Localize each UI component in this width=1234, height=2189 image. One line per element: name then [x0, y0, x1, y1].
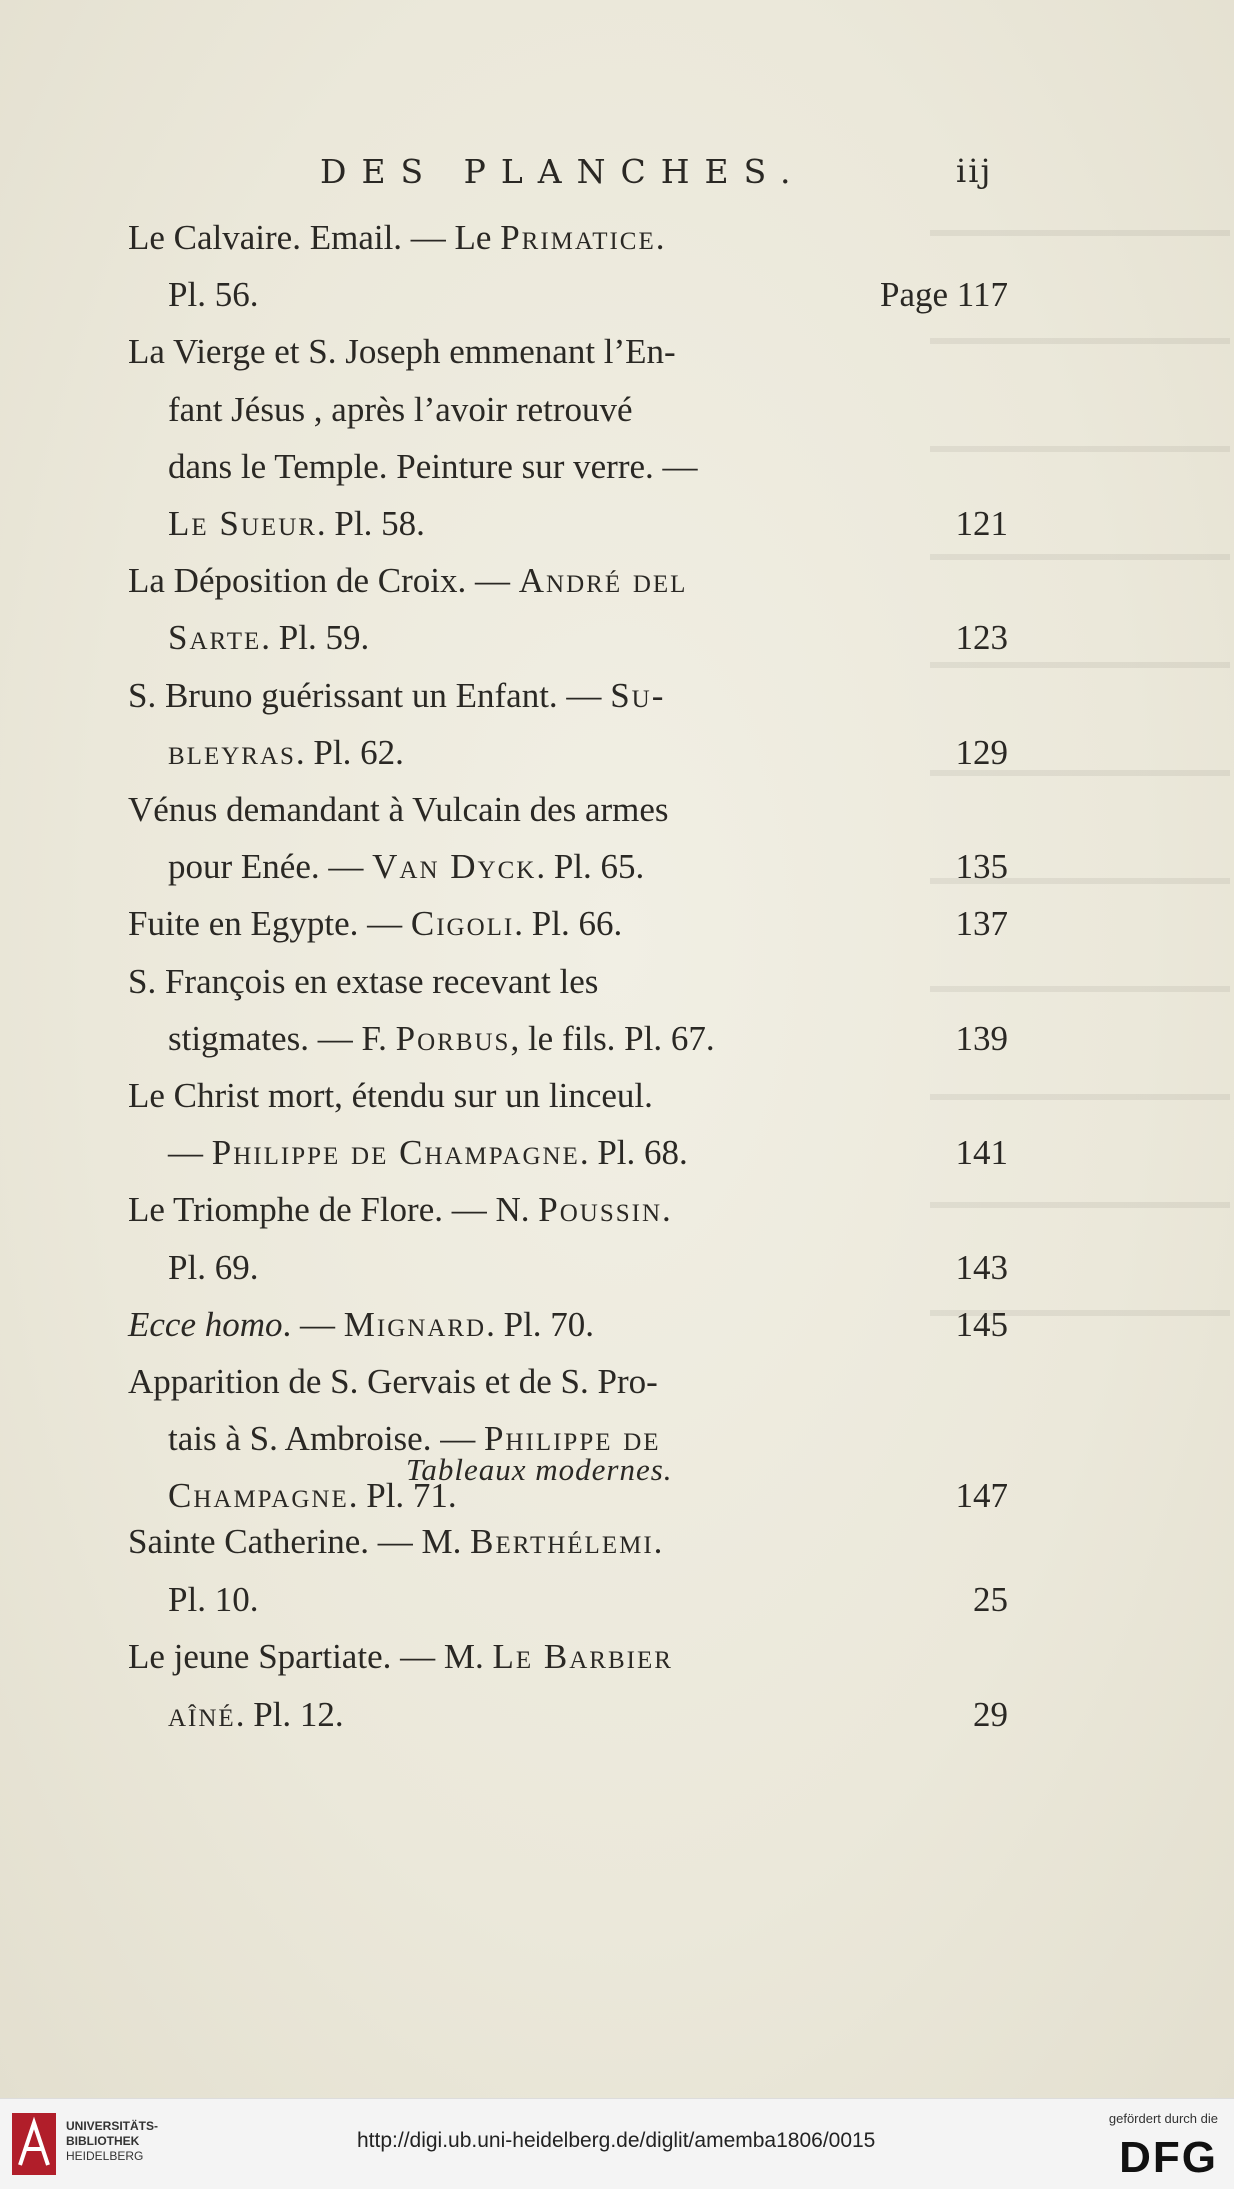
running-header: DES PLANCHES.: [320, 152, 806, 191]
entry-title-line: [128, 1070, 653, 1122]
entry-text: , le fils. Pl. 67.: [510, 1018, 715, 1058]
university-library-logo-icon: [12, 2113, 56, 2175]
entry-text: . Pl. 71.: [348, 1476, 457, 1516]
permalink-url[interactable]: http://digi.ub.uni-heidelberg.de/diglit/amemba1806/0015: [357, 2129, 876, 2152]
page-number: 137: [955, 904, 1008, 944]
artist-name: Philippe de: [483, 1419, 661, 1459]
library-name: UNIVERSITÄTS- BIBLIOTHEK HEIDELBERG: [66, 2119, 159, 2163]
entry-text: . Pl. 58.: [316, 504, 425, 543]
entry-text: . Pl. 66.: [514, 904, 623, 944]
entry-text: Le Calvaire. Email. — Le: [128, 218, 501, 257]
entry-continuation-line: [168, 1013, 715, 1065]
dfg-logo: DFG: [1119, 2133, 1218, 2182]
entry-text: S. François en extase recevant les: [128, 961, 599, 1001]
entry-continuation-line: [168, 1242, 258, 1294]
entry-text: Le Triomphe de Flore. — N.: [128, 1190, 539, 1230]
entry-text: Pl. 69.: [168, 1247, 259, 1287]
page-number: 139: [955, 1018, 1008, 1058]
entry-continuation-line: [168, 1127, 688, 1179]
entry-continuation-line: [168, 269, 258, 321]
entry-continuation-line: [168, 1413, 661, 1465]
entry-text: —: [168, 1133, 212, 1173]
artist-name: Berthélemi: [470, 1522, 654, 1561]
entry-text: stigmates. — F.: [168, 1018, 396, 1058]
entry-text: .: [662, 1190, 671, 1230]
entry-text: . Pl. 62.: [295, 732, 404, 772]
entry-text: La Vierge et S. Joseph emmenant l’En-: [128, 332, 676, 372]
entry-text: tais à S. Ambroise. —: [168, 1419, 484, 1459]
entry-title-line: [128, 1184, 671, 1236]
entry-title-line: [128, 956, 598, 1008]
entry-title-line: [128, 670, 665, 722]
entry-text: La Déposition de Croix. —: [128, 561, 519, 601]
artist-name: Cigoli: [410, 904, 515, 944]
artist-name: Van Dyck: [372, 847, 537, 887]
entry-text: . Pl. 70.: [486, 1304, 595, 1344]
entry-text: S. Bruno guérissant un Enfant. —: [128, 675, 611, 715]
entry-title-line: [128, 326, 676, 378]
artist-name: Primatice.: [500, 218, 667, 257]
page-number: 123: [955, 618, 1008, 658]
entry-title-line: [128, 898, 622, 950]
entry-title-line: [128, 1299, 594, 1351]
entry-text: pour Enée. —: [168, 847, 373, 887]
entry-continuation-line: [168, 498, 425, 550]
artist-name: André del: [518, 561, 688, 601]
entry-continuation-line: [168, 1689, 344, 1741]
bleed-through-texture: [930, 180, 1230, 1380]
entry-text: Apparition de S. Gervais et de S. Pro-: [128, 1362, 658, 1401]
artist-name: Le Sueur: [168, 504, 317, 543]
entry-text: Ecce homo: [128, 1304, 283, 1344]
entry-text: Pl. 10.: [168, 1579, 259, 1619]
page-number: 135: [955, 847, 1008, 887]
artist-name: Le Barbier: [492, 1637, 673, 1676]
entry-text: . Pl. 12.: [235, 1694, 344, 1734]
entry-title-line: [128, 1631, 673, 1683]
page-number: 121: [955, 504, 1008, 543]
artist-name: Su-: [610, 675, 666, 715]
entry-text: . Pl. 65.: [536, 847, 645, 887]
entry-text: Le jeune Spartiate. — M.: [128, 1637, 493, 1676]
artist-name: Champagne: [168, 1476, 349, 1516]
entry-text: .: [653, 1522, 663, 1561]
page-number: 129: [955, 732, 1008, 772]
entry-title-line: [128, 784, 669, 836]
entry-continuation-line: [168, 841, 644, 893]
entry-text: Sainte Catherine. — M.: [128, 1522, 471, 1561]
entry-continuation-line: [168, 612, 369, 664]
digitization-footer: [0, 2098, 1234, 2189]
page-number: Page 117: [880, 275, 1008, 315]
entry-text: Fuite en Egypte. —: [128, 904, 411, 944]
entry-title-line: [128, 1516, 662, 1568]
entry-text: dans le Temple. Peinture sur verre. —: [168, 446, 698, 486]
entry-continuation-line: [168, 1574, 258, 1626]
page-number: 25: [973, 1579, 1008, 1619]
page-number: 29: [973, 1694, 1008, 1734]
page-folio: iij: [956, 152, 993, 190]
artist-name: aîné: [168, 1694, 236, 1734]
entry-text: fant Jésus , après l’avoir retrouvé: [168, 389, 633, 429]
page-number: 141: [955, 1133, 1008, 1173]
entry-text: . Pl. 59.: [261, 618, 370, 658]
entry-continuation-line: [168, 441, 698, 493]
artist-name: Poussin: [538, 1190, 663, 1230]
entry-text: . —: [282, 1304, 344, 1344]
entry-continuation-line: [168, 1470, 457, 1522]
entry-title-line: [128, 212, 667, 264]
entry-text: . Pl. 68.: [579, 1133, 688, 1173]
funding-note: gefördert durch die: [1108, 2111, 1218, 2126]
entry-text: Vénus demandant à Vulcain des armes: [128, 790, 669, 829]
entry-title-line: [128, 1356, 658, 1408]
artist-name: Mignard: [343, 1304, 487, 1344]
artist-name: Porbus: [395, 1018, 511, 1058]
entry-title-line: [128, 555, 687, 607]
page-number: 143: [955, 1247, 1008, 1287]
page-number: 147: [955, 1476, 1008, 1516]
entry-continuation-line: [168, 384, 633, 436]
entry-continuation-line: [168, 727, 404, 779]
section-heading-modern: Tableaux modernes.: [406, 1452, 673, 1487]
artist-name: Philippe de Champagne: [211, 1133, 580, 1173]
artist-name: Sarte: [168, 618, 262, 658]
entry-text: Le Christ mort, étendu sur un linceul.: [128, 1076, 653, 1115]
entry-text: Pl. 56.: [168, 275, 259, 315]
artist-name: bleyras: [168, 732, 296, 772]
page-number: 145: [955, 1304, 1008, 1344]
